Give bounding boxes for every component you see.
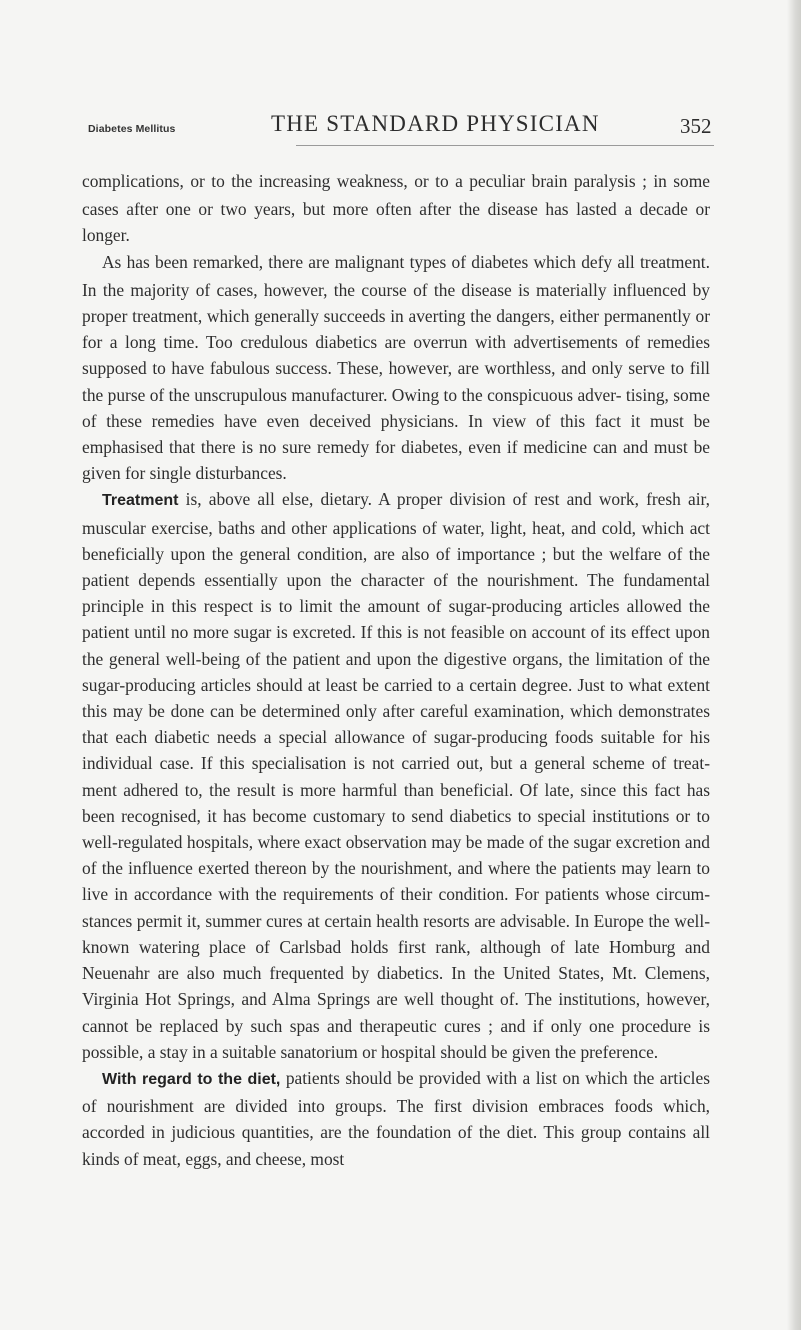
book-title: THE STANDARD PHYSICIAN [271,111,600,136]
paragraph-continuation [82,168,710,249]
running-head: Diabetes Mellitus [88,123,176,135]
page-edge-shadow [787,0,801,1330]
paragraph-malignant-types [82,249,710,487]
paragraph-text: complications, or to the increasing weakness, or to a peculiar brain paralysis ; in some cases after one or two years, but more often after the disease has lasted a decade or longer. [82,171,710,246]
page-header [88,108,712,148]
paragraph-text: is, above all else, dietary. A proper division of rest and work, fresh air, muscular exercise, baths and other applications of water, light, heat, and cold, which act beneficially upon the general condition, are also of importance ; but the welfare of the patient depends essentially upon the character of the nourishment. The fundamental principle in this respect is to limit the amount of sugar-producing articles allowed the patient until no more sugar is excreted. If this is not feasible on account of its effect upon the general well-being of the patient and upon the digestive organs, the limitation of the sugar-producing articles should at least be carried to a certain degree. Just to what extent this may be done can be determined only after careful examination, which demonstrates that each diabetic needs a special allowance of sugar-producing foods suitable for his individual case. If this specialisation is not carried out, but a general scheme of treat- ment adhered to, the result is more harmful than beneficial. Of late, since this fact has been recognised, it has become customary to send diabetics to special institutions or to well-regulated hospitals, where exact observation may be made of the sugar excretion and of the influence exerted thereon by the nourishment, and where the patients may learn to live in accordance with the requirements of their condition. For patients whose circum- stances permit it, summer cures at certain health resorts are advisable. In Europe the well-known watering place of Carlsbad holds first rank, although of late Homburg and Neuenahr are also much frequented by diabetics. In the United States, Mt. Clemens, Virginia Hot Springs, and Alma Springs are well thought of. The institutions, however, cannot be replaced by such spas and therapeutic cures ; and if only one procedure is possible, a stay in a suitable sanatorium or hospital should be given the preference. [82,489,710,1062]
page-number: 352 [680,114,712,138]
paragraph-lead-diet: With regard to the diet, [102,1070,281,1088]
paragraph-diet [82,1065,710,1172]
header-rule [296,145,714,146]
paragraph-treatment [82,486,710,1064]
paragraph-text: patients should be provided with a list on which the articles of nourishment are divided into groups. The first division embraces foods which, accorded in judicious quantities, are the foundation of the diet. This group contains all kinds of meat, eggs, and cheese, most [82,1067,711,1169]
paragraph-text: As has been remarked, there are malignant types of diabetes which defy all treatment. In the majority of cases, however, the course of the disease is materially influenced by proper treatment, which generally succeeds in averting the dangers, either permanently or for a long time. Too credulous diabetics are overrun with advertisements of remedies supposed to have fabulous success. These, however, are worthless, and only serve to fill the purse of the unscrupulous manufacturer. Owing to the conspicuous adver- tising, some of these remedies have even deceived physicians. In view of this fact it must be emphasised that there is no sure remedy for diabetes, even if medicine can and must be given for single disturbances. [82,251,710,484]
paragraph-lead-treatment: Treatment [102,492,179,510]
body-text [82,168,710,1172]
